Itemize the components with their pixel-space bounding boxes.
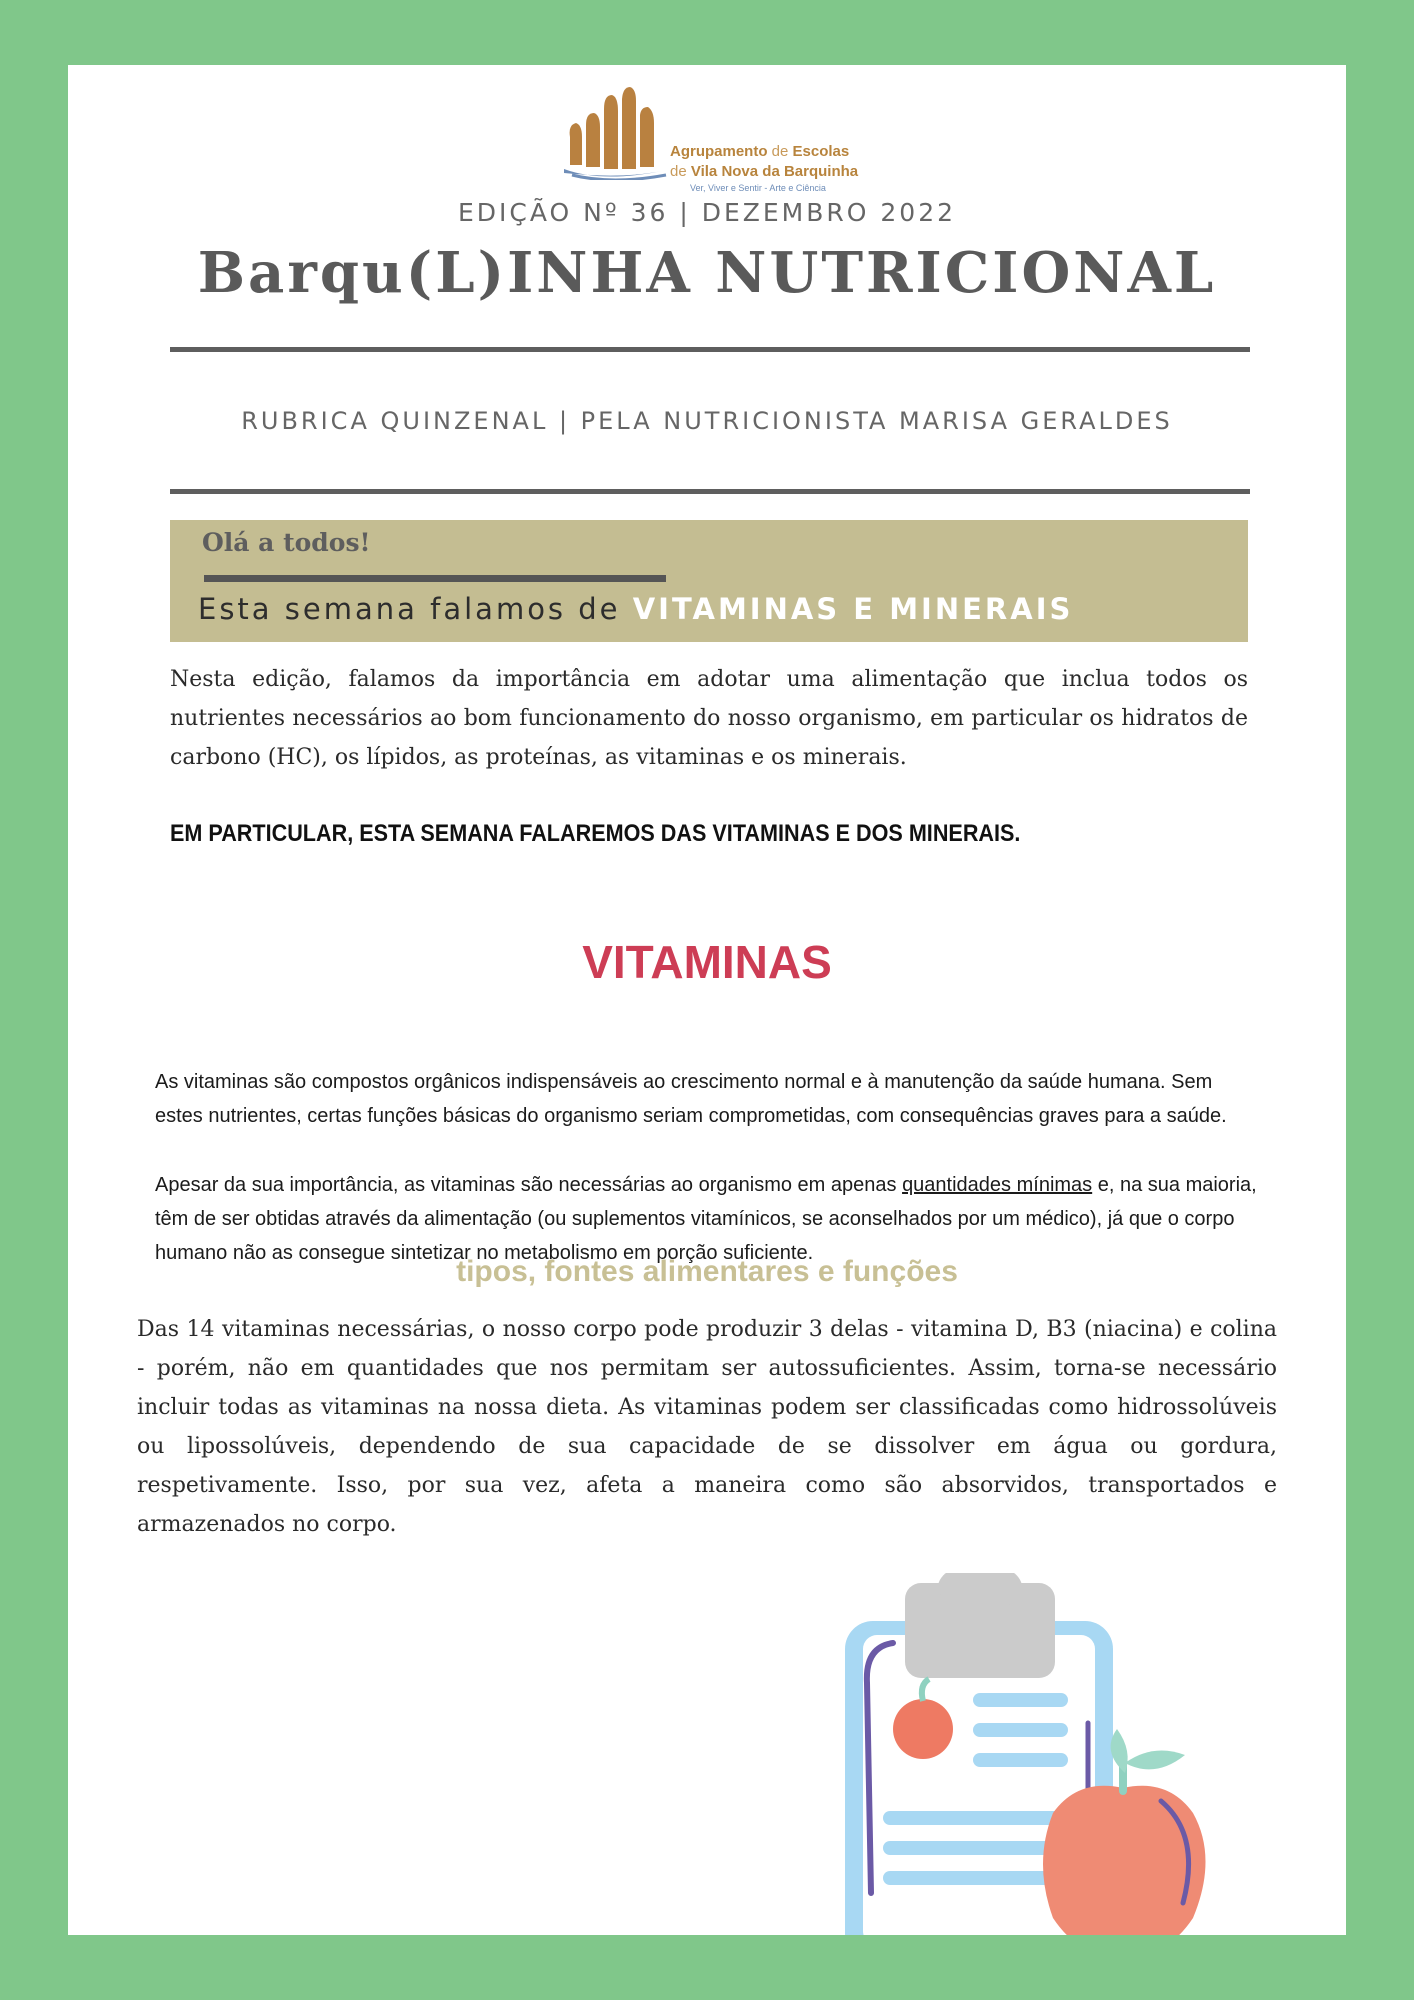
vitaminas-paragraph-2: Apesar da sua importância, as vitaminas são necessárias ao organismo em apenas quantidades mínimas e, na sua maioria, têm de ser obtidas através da alimentação (ou suplementos vitamínicos, se aconselhados por um médico), já que o corpo humano não as consegue sintetizar no metabolismo em porção suficiente. <box>155 1174 1257 1264</box>
vitaminas-subheading: tipos, fontes alimentares e funções <box>456 1255 958 1288</box>
edition-line: EDIÇÃO Nº 36 | DEZEMBRO 2022 <box>457 198 957 227</box>
intro-highlight: EM PARTICULAR, ESTA SEMANA FALAREMOS DAS VITAMINAS E DOS MINERAIS. <box>170 820 1021 847</box>
vitaminas-body: Das 14 vitaminas necessárias, o nosso corpo pode produzir 3 delas - vitamina D, B3 (niacina) e colina - porém, não em quantidades que nos permitam ser autossuficientes. Assim, torna-se necessário incluir todas as vitaminas na nossa dieta. As vitaminas podem ser classificadas como hidrossolúveis ou lipossolúveis, dependendo de sua capacidade de se dissolver em água ou gordura, respetivamente. Isso, por sua vez, afeta a maneira como são absorvidos, transportados e armazenados no corpo. <box>137 1317 1277 1537</box>
vitaminas-paragraph-1: As vitaminas são compostos orgânicos indispensáveis ao crescimento normal e à manutenção da saúde humana. Sem estes nutrientes, certas funções básicas do organismo seriam comprometidas, com consequências graves para a saúde. <box>155 1071 1227 1127</box>
school-logo <box>562 85 882 193</box>
school-logo-icon <box>562 85 672 180</box>
banner-subtitle: Esta semana falamos de VITAMINAS E MINERAIS <box>198 592 1074 626</box>
logo-tagline: Ver, Viver e Sentir - Arte e Ciência <box>690 183 826 193</box>
banner-underline <box>204 575 666 582</box>
greeting: Olá a todos! <box>202 528 371 557</box>
logo-line-2: de Vila Nova da Barquinha <box>670 163 859 180</box>
clipboard-apple-illustration <box>833 1573 1293 1935</box>
logo-line-1: Agrupamento de Escolas <box>670 143 850 160</box>
top-divider <box>170 347 1250 352</box>
bottom-divider <box>170 489 1250 494</box>
intro-banner <box>170 520 1248 642</box>
underlined-phrase: quantidades mínimas <box>902 1174 1093 1196</box>
newsletter-page <box>68 65 1346 1935</box>
vitaminas-heading: VITAMINAS <box>582 936 832 988</box>
banner-topic: VITAMINAS E MINERAIS <box>632 592 1074 626</box>
rubrica-line: RUBRICA QUINZENAL | PELA NUTRICIONISTA MARISA GERALDES <box>241 407 1173 435</box>
newsletter-title: Barqu(L)INHA NUTRICIONAL <box>197 240 1217 306</box>
intro-paragraph: Nesta edição, falamos da importância em adotar uma alimentação que inclua todos os nutrientes necessários ao bom funcionamento do nosso organismo, em particular os hidratos de carbono (HC), os lípidos, as proteínas, as vitaminas e os minerais. <box>170 667 1248 770</box>
